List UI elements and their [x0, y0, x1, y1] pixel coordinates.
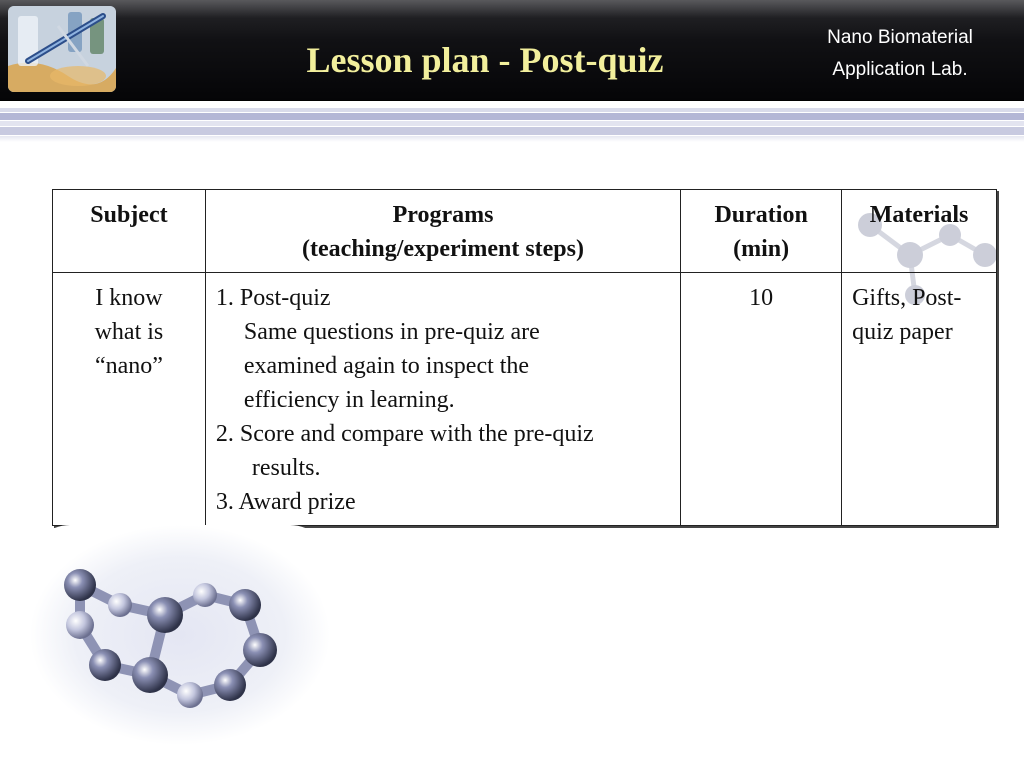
cell-programs	[205, 273, 680, 526]
subject-line2: what is	[94, 319, 164, 345]
header-programs-line1: Programs	[392, 202, 494, 228]
step1-title: 1. Post-quiz	[215, 285, 331, 311]
lab-name-line2: Application Lab.	[832, 59, 968, 80]
header-duration	[681, 190, 842, 273]
header-duration-line2: (min)	[733, 236, 790, 262]
step1-detail-line3: efficiency in learning.	[243, 387, 455, 413]
lab-name-line1: Nano Biomaterial	[827, 27, 973, 48]
header-subject: Subject	[53, 190, 206, 273]
materials-line2: quiz paper	[852, 319, 953, 345]
cell-subject	[53, 273, 206, 526]
subject-line1: I know	[95, 285, 163, 311]
header-bar	[0, 0, 1024, 101]
lesson-plan-table	[52, 189, 997, 526]
header-materials: Materials	[842, 190, 997, 273]
step1-detail-line2: examined again to inspect the	[243, 353, 530, 379]
step2-line1: 2. Score and compare with the pre-quiz	[215, 421, 594, 447]
molecule-illustration	[30, 525, 330, 745]
step2-line2: results.	[251, 455, 321, 481]
cell-duration: 10	[681, 273, 842, 526]
cell-materials	[842, 273, 997, 526]
table-header-row	[53, 190, 997, 273]
lab-glassware-icon	[8, 6, 116, 92]
table-row	[53, 273, 997, 526]
step1-detail-line1: Same questions in pre-quiz are	[243, 319, 540, 345]
materials-line1: Gifts, Post-	[852, 285, 962, 311]
header-programs-line2: (teaching/experiment steps)	[302, 236, 584, 262]
step3: 3. Award prize	[215, 489, 356, 515]
slide-title: Lesson plan - Post-quiz	[306, 40, 664, 80]
header-programs	[205, 190, 680, 273]
header-stripes	[0, 108, 1024, 148]
subject-line3: “nano”	[94, 353, 163, 379]
header-duration-line1: Duration	[714, 202, 808, 228]
lab-name	[790, 22, 1010, 86]
